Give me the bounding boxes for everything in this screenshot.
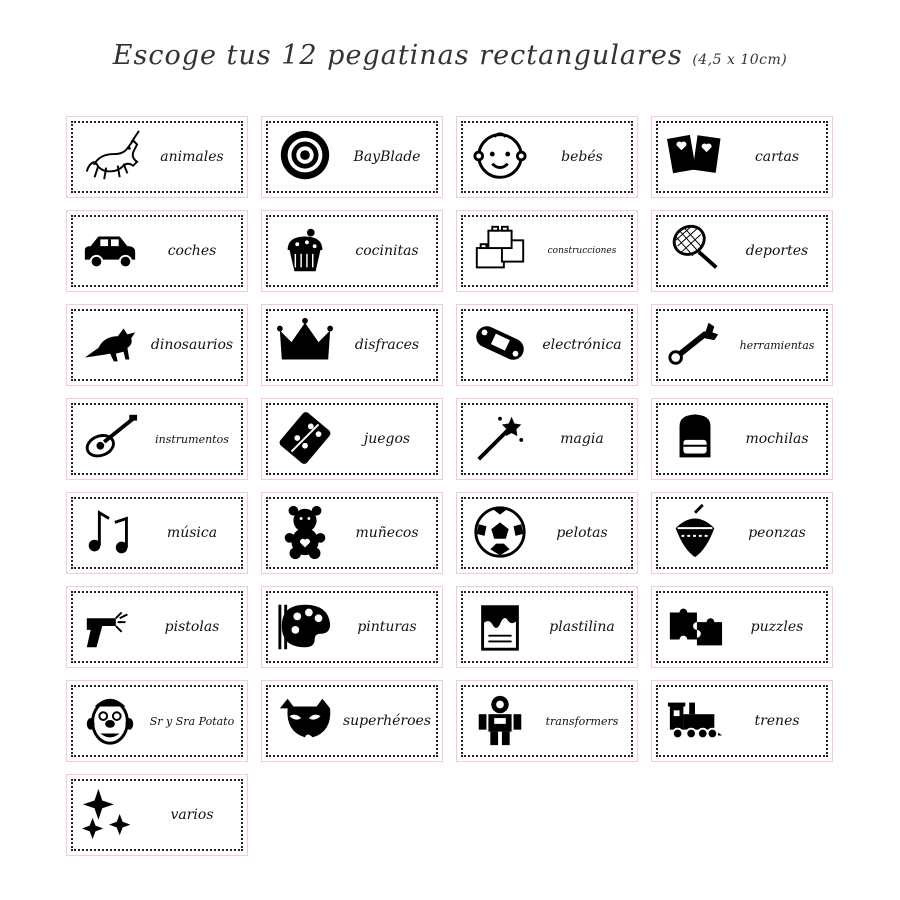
soccer-ball-icon bbox=[467, 501, 533, 563]
sticker-label: disfraces bbox=[354, 336, 420, 353]
sticker-option[interactable] bbox=[66, 116, 248, 198]
teddy-bear-icon bbox=[272, 501, 338, 563]
potato-head-icon bbox=[77, 689, 143, 751]
sticker-option[interactable] bbox=[66, 774, 248, 856]
sticker-label: animales bbox=[160, 148, 224, 165]
sticker-option[interactable] bbox=[651, 116, 833, 198]
sticker-option[interactable] bbox=[651, 680, 833, 762]
sticker-option[interactable] bbox=[651, 210, 833, 292]
magic-wand-icon bbox=[467, 407, 533, 469]
tennis-racket-icon bbox=[662, 219, 728, 281]
sticker-option[interactable] bbox=[261, 116, 443, 198]
mask-icon bbox=[272, 689, 338, 751]
sticker-option[interactable] bbox=[456, 492, 638, 574]
sticker-label: deportes bbox=[745, 242, 809, 259]
sticker-label: trenes bbox=[754, 712, 800, 729]
sticker-option[interactable] bbox=[456, 210, 638, 292]
sticker-label: juegos bbox=[363, 430, 411, 447]
sticker-label: superhéroes bbox=[342, 712, 432, 729]
unicorn-icon bbox=[77, 125, 143, 187]
sticker-label: instrumentos bbox=[155, 432, 229, 446]
sticker-label: electrónica bbox=[542, 336, 622, 353]
car-icon bbox=[77, 219, 143, 281]
music-notes-icon bbox=[77, 501, 143, 563]
guitar-icon bbox=[77, 407, 143, 469]
sticker-label: magia bbox=[560, 430, 604, 447]
sticker-option[interactable] bbox=[456, 586, 638, 668]
sticker-label: pistolas bbox=[164, 618, 220, 635]
sticker-label: mochilas bbox=[745, 430, 809, 447]
sticker-label: cocinitas bbox=[355, 242, 419, 259]
sticker-label: transformers bbox=[545, 714, 619, 728]
domino-icon bbox=[272, 407, 338, 469]
sticker-label: música bbox=[166, 524, 218, 541]
sticker-label: pelotas bbox=[556, 524, 608, 541]
sticker-label: puzzles bbox=[750, 618, 804, 635]
baby-face-icon bbox=[467, 125, 533, 187]
sticker-option[interactable] bbox=[651, 492, 833, 574]
title-dimensions: (4,5 x 10cm) bbox=[692, 52, 788, 68]
sticker-option[interactable] bbox=[261, 492, 443, 574]
playing-cards-icon bbox=[662, 125, 728, 187]
sticker-option[interactable] bbox=[66, 680, 248, 762]
sparkles-icon bbox=[77, 783, 143, 845]
sticker-label: BayBlade bbox=[353, 148, 421, 165]
sticker-option[interactable] bbox=[456, 116, 638, 198]
crown-icon bbox=[272, 313, 338, 375]
sticker-option[interactable] bbox=[261, 304, 443, 386]
sticker-option[interactable] bbox=[66, 586, 248, 668]
spinning-top-icon bbox=[662, 501, 728, 563]
sticker-label: construcciones bbox=[547, 245, 617, 256]
game-console-icon bbox=[467, 313, 533, 375]
sticker-label: dinosaurios bbox=[150, 336, 234, 353]
sticker-label: plastilina bbox=[549, 618, 615, 635]
sticker-option[interactable] bbox=[651, 398, 833, 480]
sticker-option[interactable] bbox=[651, 586, 833, 668]
sticker-label: cartas bbox=[754, 148, 800, 165]
sticker-label: Sr y Sra Potato bbox=[149, 714, 235, 728]
sticker-option[interactable] bbox=[456, 398, 638, 480]
cupcake-icon bbox=[272, 219, 338, 281]
building-blocks-icon bbox=[467, 219, 533, 281]
paint-palette-icon bbox=[272, 595, 338, 657]
backpack-icon bbox=[662, 407, 728, 469]
sticker-option[interactable] bbox=[66, 210, 248, 292]
sticker-option[interactable] bbox=[66, 492, 248, 574]
spinning-top-disc-icon bbox=[272, 125, 338, 187]
sticker-option[interactable] bbox=[651, 304, 833, 386]
sticker-label: muñecos bbox=[355, 524, 419, 541]
title-text: Escoge tus 12 pegatinas rectangulares bbox=[112, 40, 683, 71]
sticker-option[interactable] bbox=[261, 210, 443, 292]
sticker-label: coches bbox=[167, 242, 217, 259]
sticker-label: bebés bbox=[561, 148, 603, 165]
sticker-label: peonzas bbox=[748, 524, 806, 541]
wrench-icon bbox=[662, 313, 728, 375]
puzzle-pieces-icon bbox=[662, 595, 728, 657]
train-icon bbox=[662, 689, 728, 751]
paint-bucket-icon bbox=[467, 595, 533, 657]
sticker-option[interactable] bbox=[261, 680, 443, 762]
sticker-option[interactable] bbox=[456, 680, 638, 762]
sticker-label: herramientas bbox=[739, 338, 815, 352]
sticker-option[interactable] bbox=[456, 304, 638, 386]
sticker-option[interactable] bbox=[66, 304, 248, 386]
toy-gun-icon bbox=[77, 595, 143, 657]
sticker-option[interactable] bbox=[66, 398, 248, 480]
sticker-label: pinturas bbox=[357, 618, 417, 635]
robot-icon bbox=[467, 689, 533, 751]
sticker-option[interactable] bbox=[261, 586, 443, 668]
sticker-label: varios bbox=[170, 806, 214, 823]
dinosaur-icon bbox=[77, 313, 143, 375]
sticker-option[interactable] bbox=[261, 398, 443, 480]
